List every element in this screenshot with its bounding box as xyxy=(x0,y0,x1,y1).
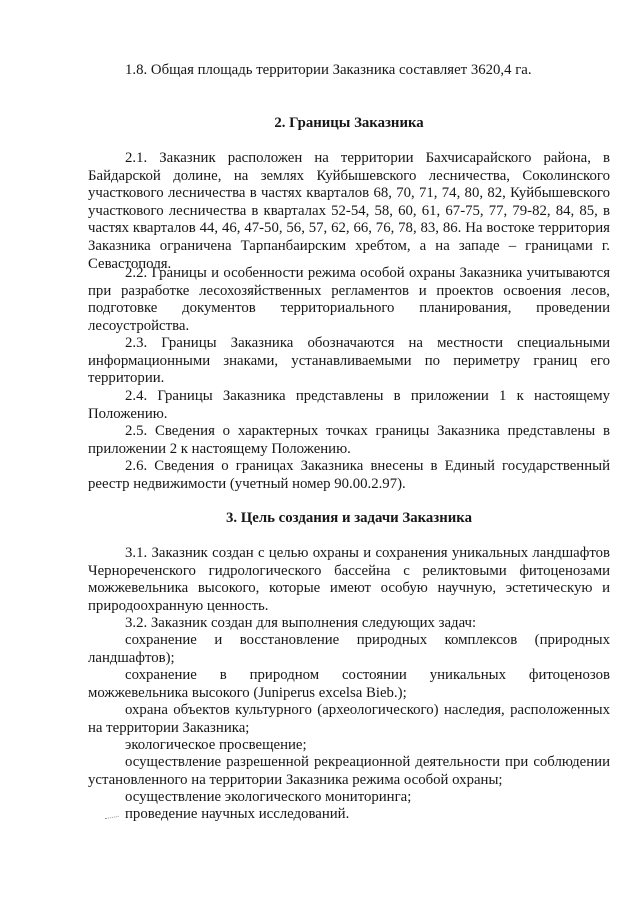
paragraph-2-4: 2.4. Границы Заказника представлены в приложении 1 к настоящему Положению. xyxy=(88,388,610,422)
section-2-heading: 2. Границы Заказника xyxy=(274,115,424,131)
paragraph-2-5: 2.5. Сведения о характерных точках границы Заказника представлены в приложении 2 к настоящему Положению. xyxy=(88,423,610,457)
task-item: осуществление экологического мониторинга; xyxy=(125,789,412,805)
paragraph-2-6: 2.6. Сведения о границах Заказника внесены в Единый государственный реестр недвижимости (учетный номер 90.00.2.97). xyxy=(88,458,610,492)
task-item: охрана объектов культурного (археологического) наследия, расположенных на территории Заказника; xyxy=(88,702,610,736)
paragraph-3-1: 3.1. Заказник создан с целью охраны и сохранения уникальных ландшафтов Чернореченского гидрологического бассейна с реликтовыми фитоценозами можжевельника высокого, которые имеют особую научную, эстетическую и природоохранную ценность. xyxy=(88,545,610,614)
paragraph-3-2: 3.2. Заказник создан для выполнения следующих задач: xyxy=(125,615,477,631)
paragraph-1-8: 1.8. Общая площадь территории Заказника составляет 3620,4 га. xyxy=(125,62,532,78)
task-item: сохранение и восстановление природных комплексов (природных ландшафтов); xyxy=(88,632,610,666)
paragraph-2-1: 2.1. Заказник расположен на территории Бахчисарайского района, в Байдарской долине, на землях Куйбышевского лесничества, Соколинского участкового лесничества в частях кварталов 68, 70, 71, 74, 80, 82, Куйбышевского участкового лесничества в кварталах 52-54, 58, 60, 61, 67-75, 77, 79-82, 84, 85, в частях кварталов 44, 46, 47-50, 56, 57, 62, 66, 76, 78, 83, 86. На востоке территория Заказника ограничена Тарпанбаирским хребтом, а на западе – границами г. Севастополя. xyxy=(88,150,610,272)
task-item: сохранение в природном состоянии уникальных фитоценозов можжевельника высокого (Juniperus excelsa Bieb.); xyxy=(88,667,610,701)
section-3-heading: 3. Цель создания и задачи Заказника xyxy=(225,510,473,526)
task-item: экологическое просвещение; xyxy=(125,737,307,753)
paragraph-2-2: 2.2. Границы и особенности режима особой охраны Заказника учитываются при разработке лесохозяйственных регламентов и проектов освоения лесов, подготовке документов территориального планирования, проведении лесоустройства. xyxy=(88,265,610,334)
task-item: проведение научных исследований. xyxy=(125,806,350,822)
task-item: осуществление разрешенной рекреационной деятельности при соблюдении установленного на территории Заказника режима особой охраны; xyxy=(88,754,610,788)
paragraph-2-3: 2.3. Границы Заказника обозначаются на местности специальными информационными знаками, устанавливаемыми по периметру границ его территории. xyxy=(88,335,610,387)
